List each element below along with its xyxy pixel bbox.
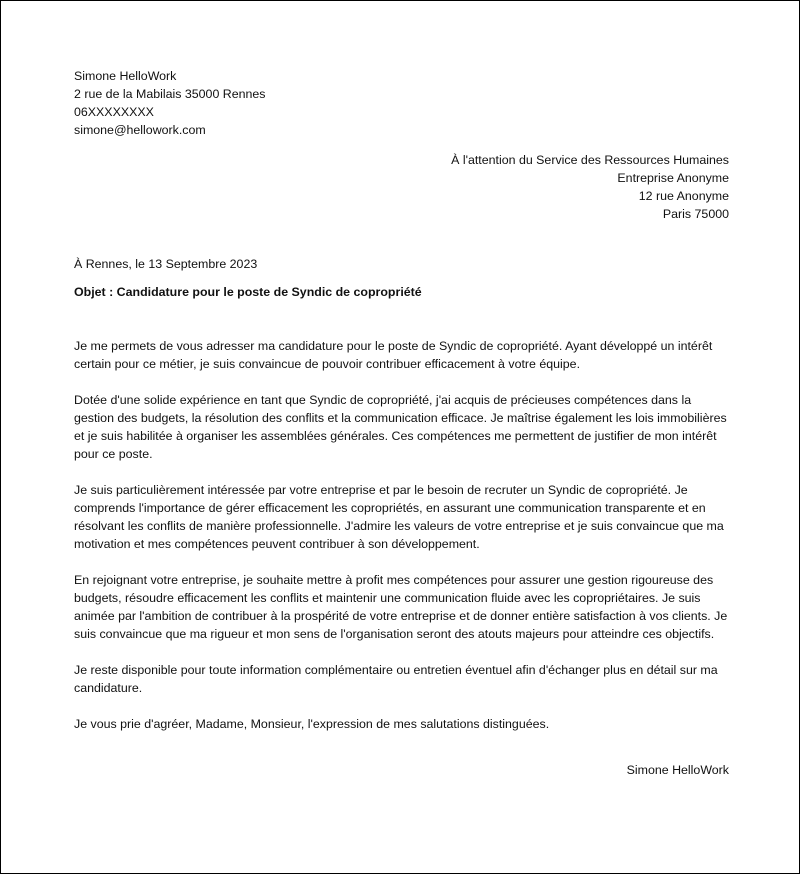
sender-block <box>74 67 729 139</box>
closing-paragraph: Je vous prie d'agréer, Madame, Monsieur, l'expression de mes salutations distinguées. <box>74 717 550 731</box>
signature: Simone HelloWork <box>626 763 729 777</box>
letter-content <box>74 67 729 779</box>
sender-address: 2 rue de la Mabilais 35000 Rennes <box>74 87 266 101</box>
body-paragraph: Je reste disponible pour toute information complémentaire ou entretien éventuel afin d'échanger plus en détail sur ma candidature. <box>74 663 718 695</box>
sender-email: simone@hellowork.com <box>74 123 206 137</box>
body-paragraph: Je me permets de vous adresser ma candidature pour le poste de Syndic de copropriété. Ayant développé un intérêt certain pour ce métier, je suis convaincue de pouvoir contribuer efficacement à votre équipe. <box>74 339 713 371</box>
date-line: À Rennes, le 13 Septembre 2023 <box>74 257 258 271</box>
recipient-block <box>74 151 729 223</box>
sender-name: Simone HelloWork <box>74 69 177 83</box>
body-paragraph: En rejoignant votre entreprise, je souhaite mettre à profit mes compétences pour assurer une gestion rigoureuse des budgets, résoudre efficacement les conflits et maintenir une communication fluide avec les copropriétaires. Je suis animée par l'ambition de contribuer à la prospérité de votre entreprise et de donner entière satisfaction à vos clients. Je suis convaincue que ma rigueur et mon sens de l'organisation seront des atouts majeurs pour atteindre ces objectifs. <box>74 573 728 641</box>
body-paragraph: Dotée d'une solide expérience en tant que Syndic de copropriété, j'ai acquis de précieuses compétences dans la gestion des budgets, la résolution des conflits et la communication efficace. Je maîtrise également les lois immobilières et je suis habilitée à organiser les assemblées générales. Ces compétences me permettent de justifier de mon intérêt pour ce poste. <box>74 393 727 461</box>
letter-body <box>74 337 729 733</box>
recipient-city: Paris 75000 <box>662 207 729 221</box>
recipient-company: Entreprise Anonyme <box>617 171 729 185</box>
recipient-attention: À l'attention du Service des Ressources Humaines <box>451 153 729 167</box>
body-paragraph: Je suis particulièrement intéressée par votre entreprise et par le besoin de recruter un Syndic de copropriété. Je comprends l'importance de gérer efficacement les copropriétés, en assurant une communication transparente et en résolvant les conflits de manière professionnelle. J'admire les valeurs de votre entreprise et je suis convaincue que ma motivation et mes compétences peuvent contribuer à son développement. <box>74 483 724 551</box>
sender-phone: 06XXXXXXXX <box>74 105 154 119</box>
recipient-street: 12 rue Anonyme <box>638 189 729 203</box>
subject-line: Objet : Candidature pour le poste de Syndic de copropriété <box>74 285 422 299</box>
